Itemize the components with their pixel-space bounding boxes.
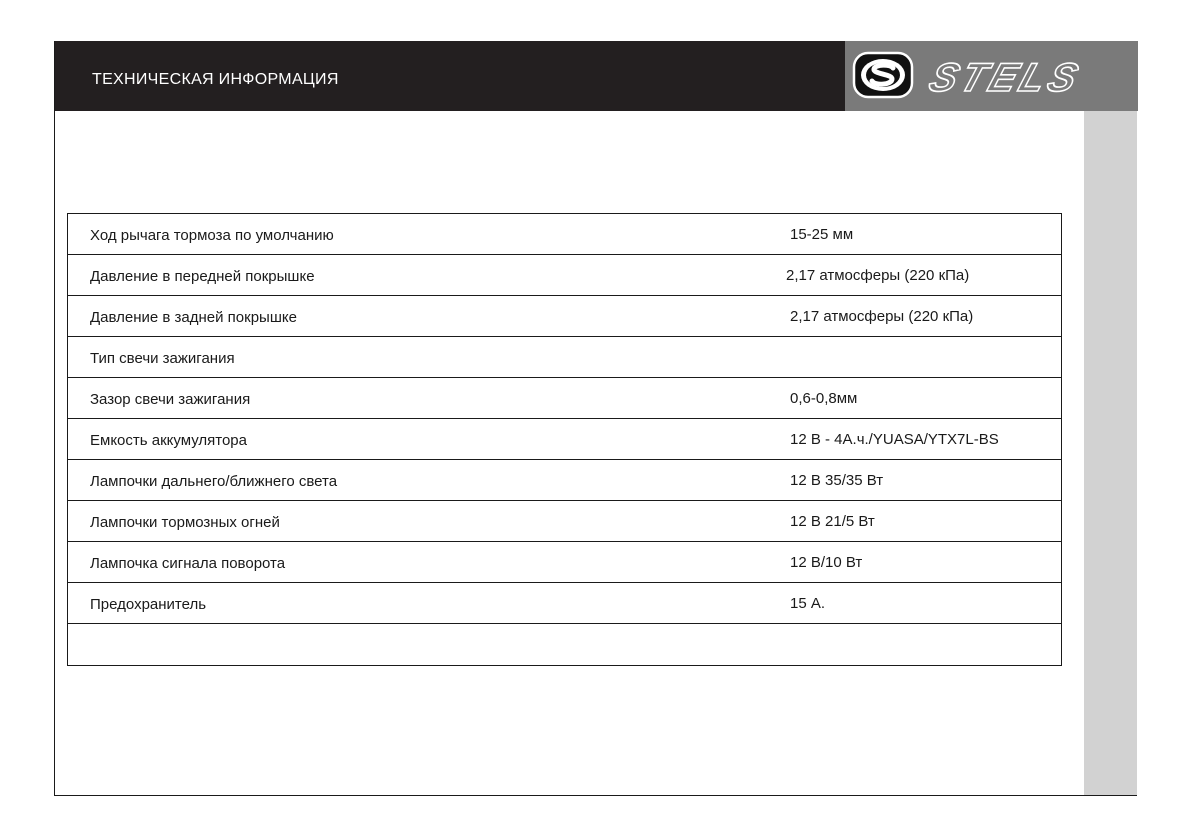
spec-label: Лампочки дальнего/ближнего света bbox=[90, 473, 338, 490]
table-row bbox=[68, 501, 1061, 542]
table-row bbox=[68, 378, 1061, 419]
table-row bbox=[68, 460, 1061, 501]
spec-label: Давление в передней покрышке bbox=[90, 268, 315, 285]
spec-label: Тип свечи зажигания bbox=[90, 350, 235, 367]
spec-label: Зазор свечи зажигания bbox=[90, 391, 251, 408]
page-title: ТЕХНИЧЕСКАЯ ИНФОРМАЦИЯ bbox=[92, 71, 339, 88]
spec-value: 12 В - 4А.ч./YUASA/YTX7L-BS bbox=[790, 431, 999, 448]
document-page bbox=[54, 41, 1137, 796]
side-bar bbox=[1084, 111, 1137, 795]
spec-value: 2,17 атмосферы (220 кПа) bbox=[790, 308, 974, 325]
spec-table bbox=[67, 213, 1062, 666]
table-row bbox=[68, 255, 1061, 296]
spec-label: Давление в задней покрышке bbox=[90, 309, 297, 326]
table-row bbox=[68, 419, 1061, 460]
spec-value: 12 В 21/5 Вт bbox=[790, 513, 875, 530]
spec-label: Емкость аккумулятора bbox=[90, 432, 247, 449]
spec-label: Ход рычага тормоза по умолчанию bbox=[90, 227, 334, 244]
table-row bbox=[68, 337, 1061, 378]
spec-value: 2,17 атмосферы (220 кПа) bbox=[786, 267, 970, 284]
table-row bbox=[68, 583, 1061, 624]
spec-label: Предохранитель bbox=[90, 596, 207, 613]
spec-label: Лампочка сигнала поворота bbox=[90, 555, 286, 572]
spec-value: 15 А. bbox=[790, 595, 826, 612]
table-row bbox=[68, 214, 1061, 255]
table-row bbox=[68, 624, 1061, 665]
spec-value: 0,6-0,8мм bbox=[790, 390, 858, 407]
stels-s-logo-icon bbox=[845, 41, 1138, 111]
table-row bbox=[68, 542, 1061, 583]
spec-value: 12 В 35/35 Вт bbox=[790, 472, 884, 489]
page-header bbox=[55, 41, 1136, 111]
spec-value: 15-25 мм bbox=[790, 226, 854, 243]
spec-value: 12 В/10 Вт bbox=[790, 554, 863, 571]
brand-logo bbox=[845, 41, 1138, 111]
table-row bbox=[68, 296, 1061, 337]
svg-text:STELS: STELS bbox=[923, 54, 1088, 100]
spec-label: Лампочки тормозных огней bbox=[90, 514, 280, 531]
